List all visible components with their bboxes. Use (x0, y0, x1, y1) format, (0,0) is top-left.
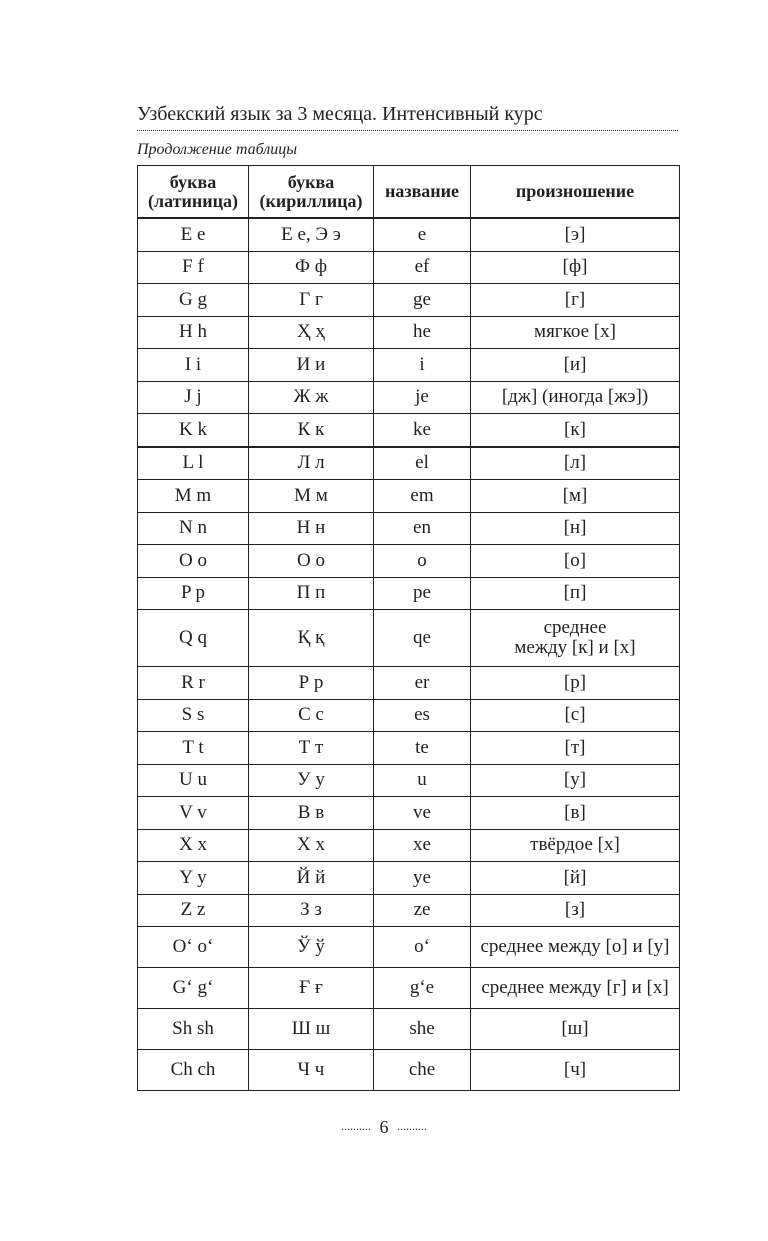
pronunciation-text: [к] (564, 418, 586, 440)
table-row (138, 447, 680, 480)
cell-name: je (374, 381, 471, 414)
cell-latin: F f (138, 251, 249, 284)
table-row (138, 284, 680, 317)
cell-pronunciation (471, 545, 680, 578)
cell-cyrillic: К к (249, 414, 374, 447)
table-row (138, 797, 680, 830)
table-row (138, 251, 680, 284)
pronunciation-text: [с] (564, 704, 586, 726)
cell-cyrillic: Н н (249, 512, 374, 545)
cell-cyrillic: Й й (249, 862, 374, 895)
pronunciation-text: [ш] (561, 1018, 589, 1039)
cell-pronunciation (471, 414, 680, 447)
pronunciation-text: [г] (564, 288, 586, 310)
page-footer (0, 1115, 768, 1138)
cell-name: pe (374, 577, 471, 610)
pronunciation-text: среднее между [г] и [х] (481, 977, 669, 998)
cell-cyrillic: Г г (249, 284, 374, 317)
cell-name: en (374, 512, 471, 545)
cell-pronunciation (471, 349, 680, 382)
header-pronunciation: произношение (471, 166, 680, 219)
cell-pronunciation (471, 894, 680, 927)
cell-pronunciation (471, 512, 680, 545)
cell-name: g‘e (374, 968, 471, 1009)
cell-name: i (374, 349, 471, 382)
pronunciation-text: [р] (563, 671, 587, 693)
cell-pronunciation (471, 316, 680, 349)
cell-name: ye (374, 862, 471, 895)
pronunciation-text: [н] (563, 517, 587, 539)
cell-cyrillic: Қ қ (249, 610, 374, 667)
pronunciation-text: мягкое [х] (534, 321, 616, 343)
table-row (138, 927, 680, 968)
cell-name: e (374, 218, 471, 251)
pronunciation-text: [в] (564, 801, 586, 823)
cell-cyrillic: Ш ш (249, 1009, 374, 1050)
table-row (138, 862, 680, 895)
cell-pronunciation (471, 699, 680, 732)
alphabet-table-body (138, 218, 680, 1091)
table-row (138, 414, 680, 447)
cell-cyrillic: Е е, Э э (249, 218, 374, 251)
cell-latin: L l (138, 447, 249, 480)
pronunciation-text: [э] (564, 223, 586, 245)
cell-latin: Y y (138, 862, 249, 895)
cell-cyrillic: Ж ж (249, 381, 374, 414)
cell-cyrillic: Ў ў (249, 927, 374, 968)
cell-pronunciation (471, 1009, 680, 1050)
alphabet-table (137, 165, 680, 1091)
cell-pronunciation (471, 251, 680, 284)
pronunciation-text: [дж] (иногда [жэ]) (501, 386, 649, 408)
cell-cyrillic: Ғ ғ (249, 968, 374, 1009)
table-row (138, 968, 680, 1009)
cell-latin: Sh sh (138, 1009, 249, 1050)
cell-cyrillic: З з (249, 894, 374, 927)
cell-name: qe (374, 610, 471, 667)
cell-cyrillic: Х х (249, 829, 374, 862)
header-latin (138, 166, 249, 219)
cell-cyrillic: Р р (249, 667, 374, 700)
header-latin-line1: буква (169, 171, 217, 192)
cell-cyrillic: Ф ф (249, 251, 374, 284)
cell-cyrillic: С с (249, 699, 374, 732)
cell-name: em (374, 480, 471, 513)
cell-pronunciation (471, 447, 680, 480)
cell-latin: E e (138, 218, 249, 251)
cell-name: o‘ (374, 927, 471, 968)
cell-latin: G‘ g‘ (138, 968, 249, 1009)
table-row (138, 732, 680, 765)
header-name: название (374, 166, 471, 219)
cell-latin: P p (138, 577, 249, 610)
cell-latin: J j (138, 381, 249, 414)
table-row (138, 577, 680, 610)
cell-latin: H h (138, 316, 249, 349)
cell-pronunciation (471, 797, 680, 830)
cell-pronunciation (471, 577, 680, 610)
cell-pronunciation (471, 862, 680, 895)
pronunciation-text-line2: между [к] и [х] (514, 637, 636, 658)
footer-dots-left: .......... (341, 1119, 371, 1133)
cell-latin: G g (138, 284, 249, 317)
header-cyrillic (249, 166, 374, 219)
table-row (138, 316, 680, 349)
cell-latin: R r (138, 667, 249, 700)
cell-name: u (374, 764, 471, 797)
table-row (138, 699, 680, 732)
cell-latin: U u (138, 764, 249, 797)
cell-pronunciation (471, 610, 680, 667)
cell-latin: S s (138, 699, 249, 732)
table-row (138, 829, 680, 862)
table-header-row (138, 166, 680, 219)
pronunciation-text: среднее между [о] и [у] (480, 936, 670, 957)
cell-cyrillic: М м (249, 480, 374, 513)
cell-pronunciation (471, 218, 680, 251)
table-row (138, 480, 680, 513)
cell-latin: K k (138, 414, 249, 447)
cell-cyrillic: Л л (249, 447, 374, 480)
cell-latin: M m (138, 480, 249, 513)
page-header (137, 100, 678, 131)
pronunciation-text: [у] (563, 769, 587, 791)
table-row (138, 610, 680, 667)
cell-name: ke (374, 414, 471, 447)
table-row (138, 381, 680, 414)
header-cyrillic-line1: буква (287, 171, 335, 192)
table-row (138, 1050, 680, 1091)
cell-pronunciation (471, 968, 680, 1009)
cell-cyrillic: О о (249, 545, 374, 578)
pronunciation-text: [з] (564, 899, 586, 921)
cell-pronunciation (471, 764, 680, 797)
cell-cyrillic: П п (249, 577, 374, 610)
page-number: 6 (379, 1117, 389, 1137)
table-continuation-label: Продолжение таблицы (137, 141, 298, 158)
cell-latin: X x (138, 829, 249, 862)
table-row (138, 349, 680, 382)
cell-pronunciation (471, 1050, 680, 1091)
cell-cyrillic: И и (249, 349, 374, 382)
cell-cyrillic: У у (249, 764, 374, 797)
table-row (138, 545, 680, 578)
cell-name: ge (374, 284, 471, 317)
cell-name: ef (374, 251, 471, 284)
table-row (138, 1009, 680, 1050)
cell-name: she (374, 1009, 471, 1050)
pronunciation-text: [ч] (563, 1059, 587, 1080)
cell-latin: N n (138, 512, 249, 545)
table-row (138, 894, 680, 927)
cell-latin: Ch ch (138, 1050, 249, 1091)
book-title: Узбекский язык за 3 месяца. Интенсивный курс (137, 103, 543, 125)
cell-pronunciation (471, 927, 680, 968)
header-cyrillic-line2: (кириллица) (259, 190, 363, 211)
pronunciation-text: среднее (543, 617, 607, 638)
pronunciation-text: [й] (563, 866, 587, 888)
table-row (138, 764, 680, 797)
cell-latin: Q q (138, 610, 249, 667)
pronunciation-text: твёрдое [х] (530, 834, 620, 856)
cell-pronunciation (471, 829, 680, 862)
table-row (138, 512, 680, 545)
cell-pronunciation (471, 667, 680, 700)
cell-latin: O o (138, 545, 249, 578)
pronunciation-text: [м] (562, 484, 588, 506)
cell-name: te (374, 732, 471, 765)
cell-name: ze (374, 894, 471, 927)
cell-pronunciation (471, 381, 680, 414)
cell-cyrillic: Ҳ ҳ (249, 316, 374, 349)
pronunciation-text: [и] (563, 353, 587, 375)
table-row (138, 218, 680, 251)
cell-latin: O‘ o‘ (138, 927, 249, 968)
cell-latin: Z z (138, 894, 249, 927)
cell-name: che (374, 1050, 471, 1091)
pronunciation-text: [ф] (562, 256, 588, 278)
cell-latin: I i (138, 349, 249, 382)
cell-name: he (374, 316, 471, 349)
pronunciation-text: [о] (563, 549, 587, 571)
footer-dots-right: .......... (397, 1119, 427, 1133)
cell-name: es (374, 699, 471, 732)
header-latin-line2: (латиница) (148, 190, 238, 211)
cell-cyrillic: Т т (249, 732, 374, 765)
cell-pronunciation (471, 284, 680, 317)
cell-cyrillic: Ч ч (249, 1050, 374, 1091)
cell-pronunciation (471, 480, 680, 513)
pronunciation-text: [л] (563, 452, 587, 474)
cell-latin: V v (138, 797, 249, 830)
cell-name: er (374, 667, 471, 700)
cell-cyrillic: В в (249, 797, 374, 830)
table-row (138, 667, 680, 700)
cell-name: el (374, 447, 471, 480)
pronunciation-text: [п] (563, 582, 587, 604)
cell-latin: T t (138, 732, 249, 765)
cell-name: ve (374, 797, 471, 830)
pronunciation-text: [т] (564, 736, 586, 758)
cell-pronunciation (471, 732, 680, 765)
cell-name: o (374, 545, 471, 578)
cell-name: xe (374, 829, 471, 862)
